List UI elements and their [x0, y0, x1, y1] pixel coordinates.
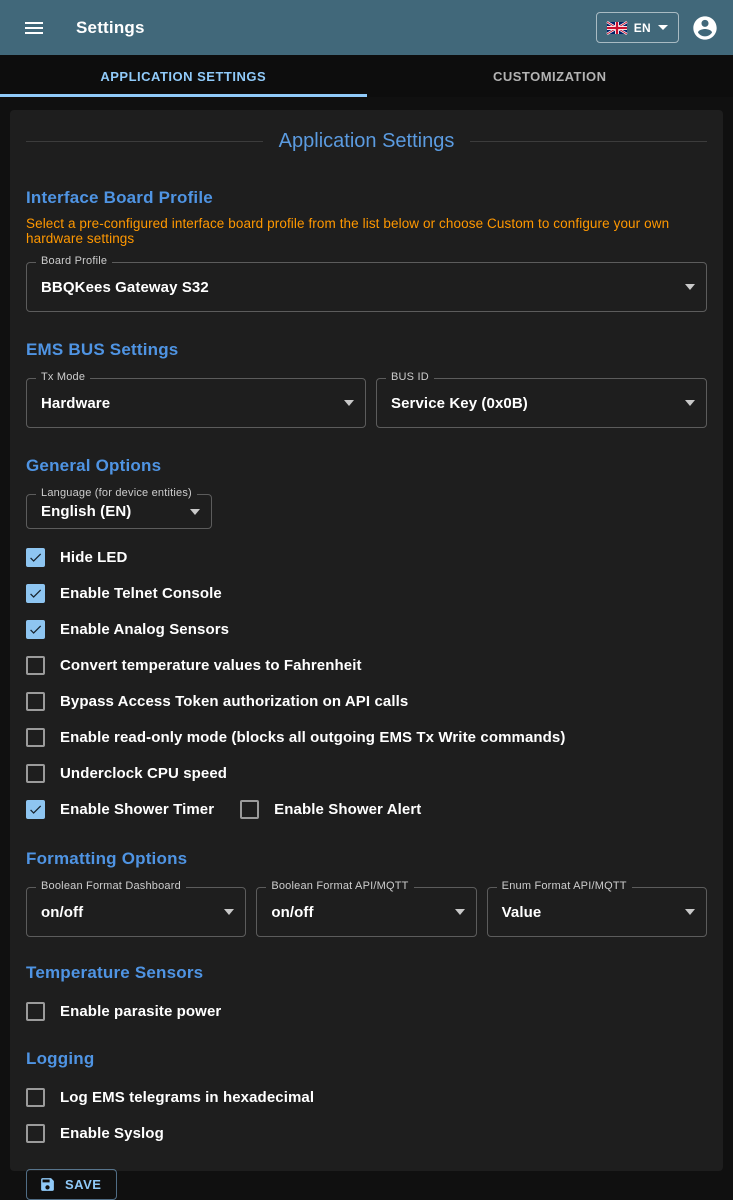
- boolean-format-api-mqtt-value: on/off: [271, 904, 313, 921]
- tab-bar: [0, 55, 733, 97]
- language-entities-select-label: Language (for device entities): [36, 487, 197, 499]
- app-bar: [0, 0, 733, 55]
- checkbox-label: Hide LED: [60, 549, 127, 566]
- hamburger-menu-button[interactable]: [14, 8, 54, 48]
- logging-checkbox-list: [26, 1079, 707, 1151]
- dropdown-arrow-icon: [224, 909, 234, 915]
- board-profile-select-value: BBQKees Gateway S32: [41, 279, 209, 296]
- bus-id-select-value: Service Key (0x0B): [391, 395, 528, 412]
- section-heading-formatting-options: Formatting Options: [26, 849, 707, 869]
- checkbox-icon[interactable]: [26, 1002, 45, 1021]
- page-title-row: [26, 130, 707, 153]
- checkbox-icon[interactable]: [26, 728, 45, 747]
- boolean-format-dashboard-value: on/off: [41, 904, 83, 921]
- hamburger-icon: [22, 16, 46, 40]
- divider: [470, 141, 707, 142]
- checkbox-label: Enable Shower Alert: [274, 801, 421, 818]
- language-entities-select[interactable]: [26, 494, 212, 529]
- checkbox-enable-shower-timer[interactable]: [26, 791, 214, 827]
- checkbox-label: Log EMS telegrams in hexadecimal: [60, 1089, 314, 1106]
- bus-id-select-label: BUS ID: [386, 371, 434, 383]
- checkbox-label: Enable Syslog: [60, 1125, 164, 1142]
- enum-format-api-mqtt-label: Enum Format API/MQTT: [497, 880, 632, 892]
- checkbox-enable-syslog[interactable]: [26, 1115, 707, 1151]
- board-profile-description: Select a pre-configured interface board profile from the list below or choose Custom to configure your own hardware settings: [26, 216, 707, 246]
- board-profile-select-label: Board Profile: [36, 255, 112, 267]
- checkbox-hide-led[interactable]: [26, 539, 707, 575]
- checkbox-convert-fahrenheit[interactable]: [26, 647, 707, 683]
- enum-format-api-mqtt-select[interactable]: [487, 887, 707, 937]
- checkbox-log-ems-hexadecimal[interactable]: [26, 1079, 707, 1115]
- tx-mode-select-label: Tx Mode: [36, 371, 90, 383]
- uk-flag-icon: [607, 22, 627, 34]
- checkbox-label: Enable read-only mode (blocks all outgoing EMS Tx Write commands): [60, 729, 565, 746]
- dropdown-arrow-icon: [344, 400, 354, 406]
- page-header-title: Settings: [76, 18, 596, 38]
- section-heading-general-options: General Options: [26, 456, 707, 476]
- checkbox-label: Enable Shower Timer: [60, 801, 214, 818]
- boolean-format-dashboard-label: Boolean Format Dashboard: [36, 880, 186, 892]
- checkbox-label: Underclock CPU speed: [60, 765, 227, 782]
- boolean-format-api-mqtt-label: Boolean Format API/MQTT: [266, 880, 413, 892]
- checkbox-enable-telnet-console[interactable]: [26, 575, 707, 611]
- settings-panel: [10, 110, 723, 1171]
- checkbox-enable-analog-sensors[interactable]: [26, 611, 707, 647]
- checkbox-icon[interactable]: [26, 692, 45, 711]
- section-heading-interface-board-profile: Interface Board Profile: [26, 188, 707, 208]
- section-heading-temperature-sensors: Temperature Sensors: [26, 963, 707, 983]
- checkbox-icon[interactable]: [240, 800, 259, 819]
- save-icon: [39, 1176, 56, 1193]
- language-code-label: EN: [634, 21, 651, 35]
- save-button[interactable]: [26, 1169, 117, 1200]
- boolean-format-dashboard-select[interactable]: [26, 887, 246, 937]
- general-options-checkbox-list: [26, 539, 707, 827]
- enum-format-api-mqtt-value: Value: [502, 904, 542, 921]
- checkbox-icon[interactable]: [26, 548, 45, 567]
- page-title: Application Settings: [279, 130, 455, 153]
- dropdown-arrow-icon: [685, 400, 695, 406]
- checkbox-bypass-access-token[interactable]: [26, 683, 707, 719]
- bus-id-select[interactable]: [376, 378, 707, 428]
- checkbox-label: Bypass Access Token authorization on API calls: [60, 693, 408, 710]
- dropdown-arrow-icon: [685, 284, 695, 290]
- checkbox-icon[interactable]: [26, 764, 45, 783]
- checkbox-icon[interactable]: [26, 1124, 45, 1143]
- account-circle-icon: [691, 14, 719, 42]
- dropdown-arrow-icon: [685, 909, 695, 915]
- checkbox-label: Enable parasite power: [60, 1003, 221, 1020]
- checkbox-icon[interactable]: [26, 584, 45, 603]
- checkbox-label: Enable Telnet Console: [60, 585, 222, 602]
- tx-mode-select[interactable]: [26, 378, 366, 428]
- divider: [26, 141, 263, 142]
- temperature-sensors-checkbox-list: [26, 993, 707, 1029]
- section-heading-logging: Logging: [26, 1049, 707, 1069]
- checkbox-label: Enable Analog Sensors: [60, 621, 229, 638]
- tx-mode-select-value: Hardware: [41, 395, 110, 412]
- checkbox-enable-parasite-power[interactable]: [26, 993, 707, 1029]
- active-tab-indicator: [0, 94, 367, 97]
- chevron-down-icon: [658, 25, 668, 30]
- checkbox-read-only-mode[interactable]: [26, 719, 707, 755]
- board-profile-select[interactable]: [26, 262, 707, 312]
- checkbox-icon[interactable]: [26, 656, 45, 675]
- language-selector-button[interactable]: [596, 12, 679, 43]
- language-entities-select-value: English (EN): [41, 503, 131, 520]
- dropdown-arrow-icon: [190, 509, 200, 515]
- checkbox-icon[interactable]: [26, 800, 45, 819]
- save-button-label: SAVE: [65, 1177, 101, 1192]
- checkbox-label: Convert temperature values to Fahrenheit: [60, 657, 362, 674]
- shower-options-row: [26, 791, 707, 827]
- tab-customization[interactable]: CUSTOMIZATION: [367, 55, 733, 97]
- tab-application-settings[interactable]: APPLICATION SETTINGS: [0, 55, 367, 97]
- account-button[interactable]: [691, 14, 719, 42]
- dropdown-arrow-icon: [455, 909, 465, 915]
- checkbox-underclock-cpu[interactable]: [26, 755, 707, 791]
- boolean-format-api-mqtt-select[interactable]: [256, 887, 476, 937]
- checkbox-icon[interactable]: [26, 1088, 45, 1107]
- section-heading-ems-bus-settings: EMS BUS Settings: [26, 340, 707, 360]
- checkbox-icon[interactable]: [26, 620, 45, 639]
- checkbox-enable-shower-alert[interactable]: [240, 791, 421, 827]
